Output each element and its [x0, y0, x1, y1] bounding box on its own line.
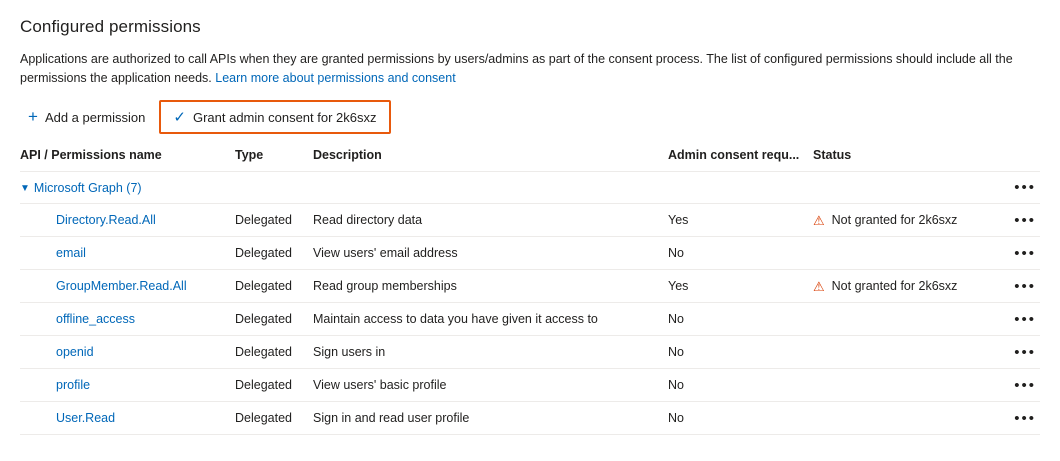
- permission-name-cell: [20, 270, 235, 303]
- permission-description-cell: Maintain access to data you have given it access to: [313, 303, 668, 336]
- table-row[interactable]: [20, 402, 1040, 435]
- row-actions-cell: [998, 270, 1040, 303]
- permission-type-cell: Delegated: [235, 237, 313, 270]
- permission-status-cell: [813, 237, 998, 270]
- configured-permissions-page: [0, 17, 1060, 461]
- table-row[interactable]: [20, 270, 1040, 303]
- permission-admin-consent-cell: No: [668, 303, 813, 336]
- table-row[interactable]: [20, 237, 1040, 270]
- chevron-down-icon[interactable]: ▼: [20, 182, 30, 194]
- permission-description-cell: Read directory data: [313, 204, 668, 237]
- warning-icon: ⚠: [813, 278, 825, 294]
- table-row[interactable]: [20, 204, 1040, 237]
- add-permission-button[interactable]: [20, 102, 153, 132]
- permission-type-cell: Delegated: [235, 303, 313, 336]
- permission-admin-consent-cell: No: [668, 336, 813, 369]
- row-actions-cell: [998, 204, 1040, 237]
- row-more-button[interactable]: •••: [1014, 277, 1036, 295]
- permission-status-cell: [813, 402, 998, 435]
- row-more-button[interactable]: •••: [1014, 211, 1036, 229]
- learn-more-link[interactable]: Learn more about permissions and consent: [215, 71, 456, 85]
- table-row[interactable]: [20, 369, 1040, 402]
- table-body: [20, 172, 1040, 435]
- permission-description-cell: View users' email address: [313, 237, 668, 270]
- command-bar: [20, 102, 1060, 132]
- row-more-button[interactable]: •••: [1014, 343, 1036, 361]
- plus-icon: +: [28, 106, 38, 126]
- group-link-microsoft-graph[interactable]: Microsoft Graph (7): [33, 180, 142, 195]
- permission-admin-consent-cell: No: [668, 237, 813, 270]
- permission-name-cell: [20, 204, 235, 237]
- permission-link[interactable]: User.Read: [56, 411, 116, 425]
- permission-name-cell: [20, 369, 235, 402]
- permission-link[interactable]: profile: [56, 378, 91, 392]
- permission-type-cell: Delegated: [235, 369, 313, 402]
- row-more-button[interactable]: •••: [1014, 409, 1036, 427]
- permission-status-cell: [813, 303, 998, 336]
- table-row[interactable]: [20, 303, 1040, 336]
- row-actions-cell: [998, 369, 1040, 402]
- permission-status-cell: [813, 336, 998, 369]
- column-header-admin-consent[interactable]: Admin consent requ...: [668, 148, 813, 172]
- table-row[interactable]: [20, 336, 1040, 369]
- permission-admin-consent-cell: No: [668, 402, 813, 435]
- permission-link[interactable]: GroupMember.Read.All: [56, 279, 187, 293]
- table-header-row: [20, 148, 1040, 172]
- column-header-actions: [998, 148, 1040, 172]
- permission-description-cell: Sign in and read user profile: [313, 402, 668, 435]
- grant-admin-consent-highlight: [159, 100, 390, 134]
- row-more-button[interactable]: •••: [1014, 376, 1036, 394]
- permission-type-cell: Delegated: [235, 402, 313, 435]
- permission-type-cell: Delegated: [235, 204, 313, 237]
- permission-status-cell: [813, 270, 998, 303]
- permission-description-cell: View users' basic profile: [313, 369, 668, 402]
- permission-description-cell: Sign users in: [313, 336, 668, 369]
- page-title: Configured permissions: [20, 17, 201, 36]
- row-more-button[interactable]: •••: [1014, 244, 1036, 262]
- permissions-table: [20, 148, 1040, 435]
- table-header: [20, 148, 1040, 172]
- group-more-button[interactable]: •••: [1014, 179, 1036, 196]
- permission-description-cell: Read group memberships: [313, 270, 668, 303]
- permission-link[interactable]: Directory.Read.All: [56, 213, 156, 227]
- column-header-name[interactable]: API / Permissions name: [20, 148, 235, 172]
- grant-admin-consent-button[interactable]: [165, 102, 384, 132]
- group-name-cell: [20, 172, 998, 204]
- permission-link[interactable]: email: [56, 246, 86, 260]
- permission-admin-consent-cell: Yes: [668, 270, 813, 303]
- status-badge: Not granted for 2k6sxz: [831, 213, 958, 227]
- column-header-description[interactable]: Description: [313, 148, 668, 172]
- row-more-button[interactable]: •••: [1014, 310, 1036, 328]
- page-description: [20, 50, 1020, 88]
- column-header-status[interactable]: Status: [813, 148, 998, 172]
- permission-name-cell: [20, 237, 235, 270]
- description-text: Applications are authorized to call APIs when they are granted permissions by users/admins as part of the consent process. The list of configured permissions should include all the permissions the application needs.: [20, 52, 1013, 85]
- add-permission-label: Add a permission: [44, 109, 146, 125]
- permission-status-cell: [813, 369, 998, 402]
- permission-link[interactable]: openid: [56, 345, 94, 359]
- table-group-row[interactable]: [20, 172, 1040, 204]
- permission-admin-consent-cell: No: [668, 369, 813, 402]
- permission-name-cell: [20, 402, 235, 435]
- permission-link[interactable]: offline_access: [56, 312, 135, 326]
- permission-name-cell: [20, 303, 235, 336]
- row-actions-cell: [998, 237, 1040, 270]
- warning-icon: ⚠: [813, 212, 825, 228]
- group-actions-cell: [998, 172, 1040, 204]
- permission-type-cell: Delegated: [235, 336, 313, 369]
- permission-name-cell: [20, 336, 235, 369]
- permission-admin-consent-cell: Yes: [668, 204, 813, 237]
- row-actions-cell: [998, 402, 1040, 435]
- column-header-type[interactable]: Type: [235, 148, 313, 172]
- status-badge: Not granted for 2k6sxz: [831, 279, 958, 293]
- permission-type-cell: Delegated: [235, 270, 313, 303]
- row-actions-cell: [998, 336, 1040, 369]
- row-actions-cell: [998, 303, 1040, 336]
- checkmark-icon: ✓: [173, 108, 186, 126]
- permission-status-cell: [813, 204, 998, 237]
- grant-admin-consent-label: Grant admin consent for 2k6sxz: [192, 109, 377, 125]
